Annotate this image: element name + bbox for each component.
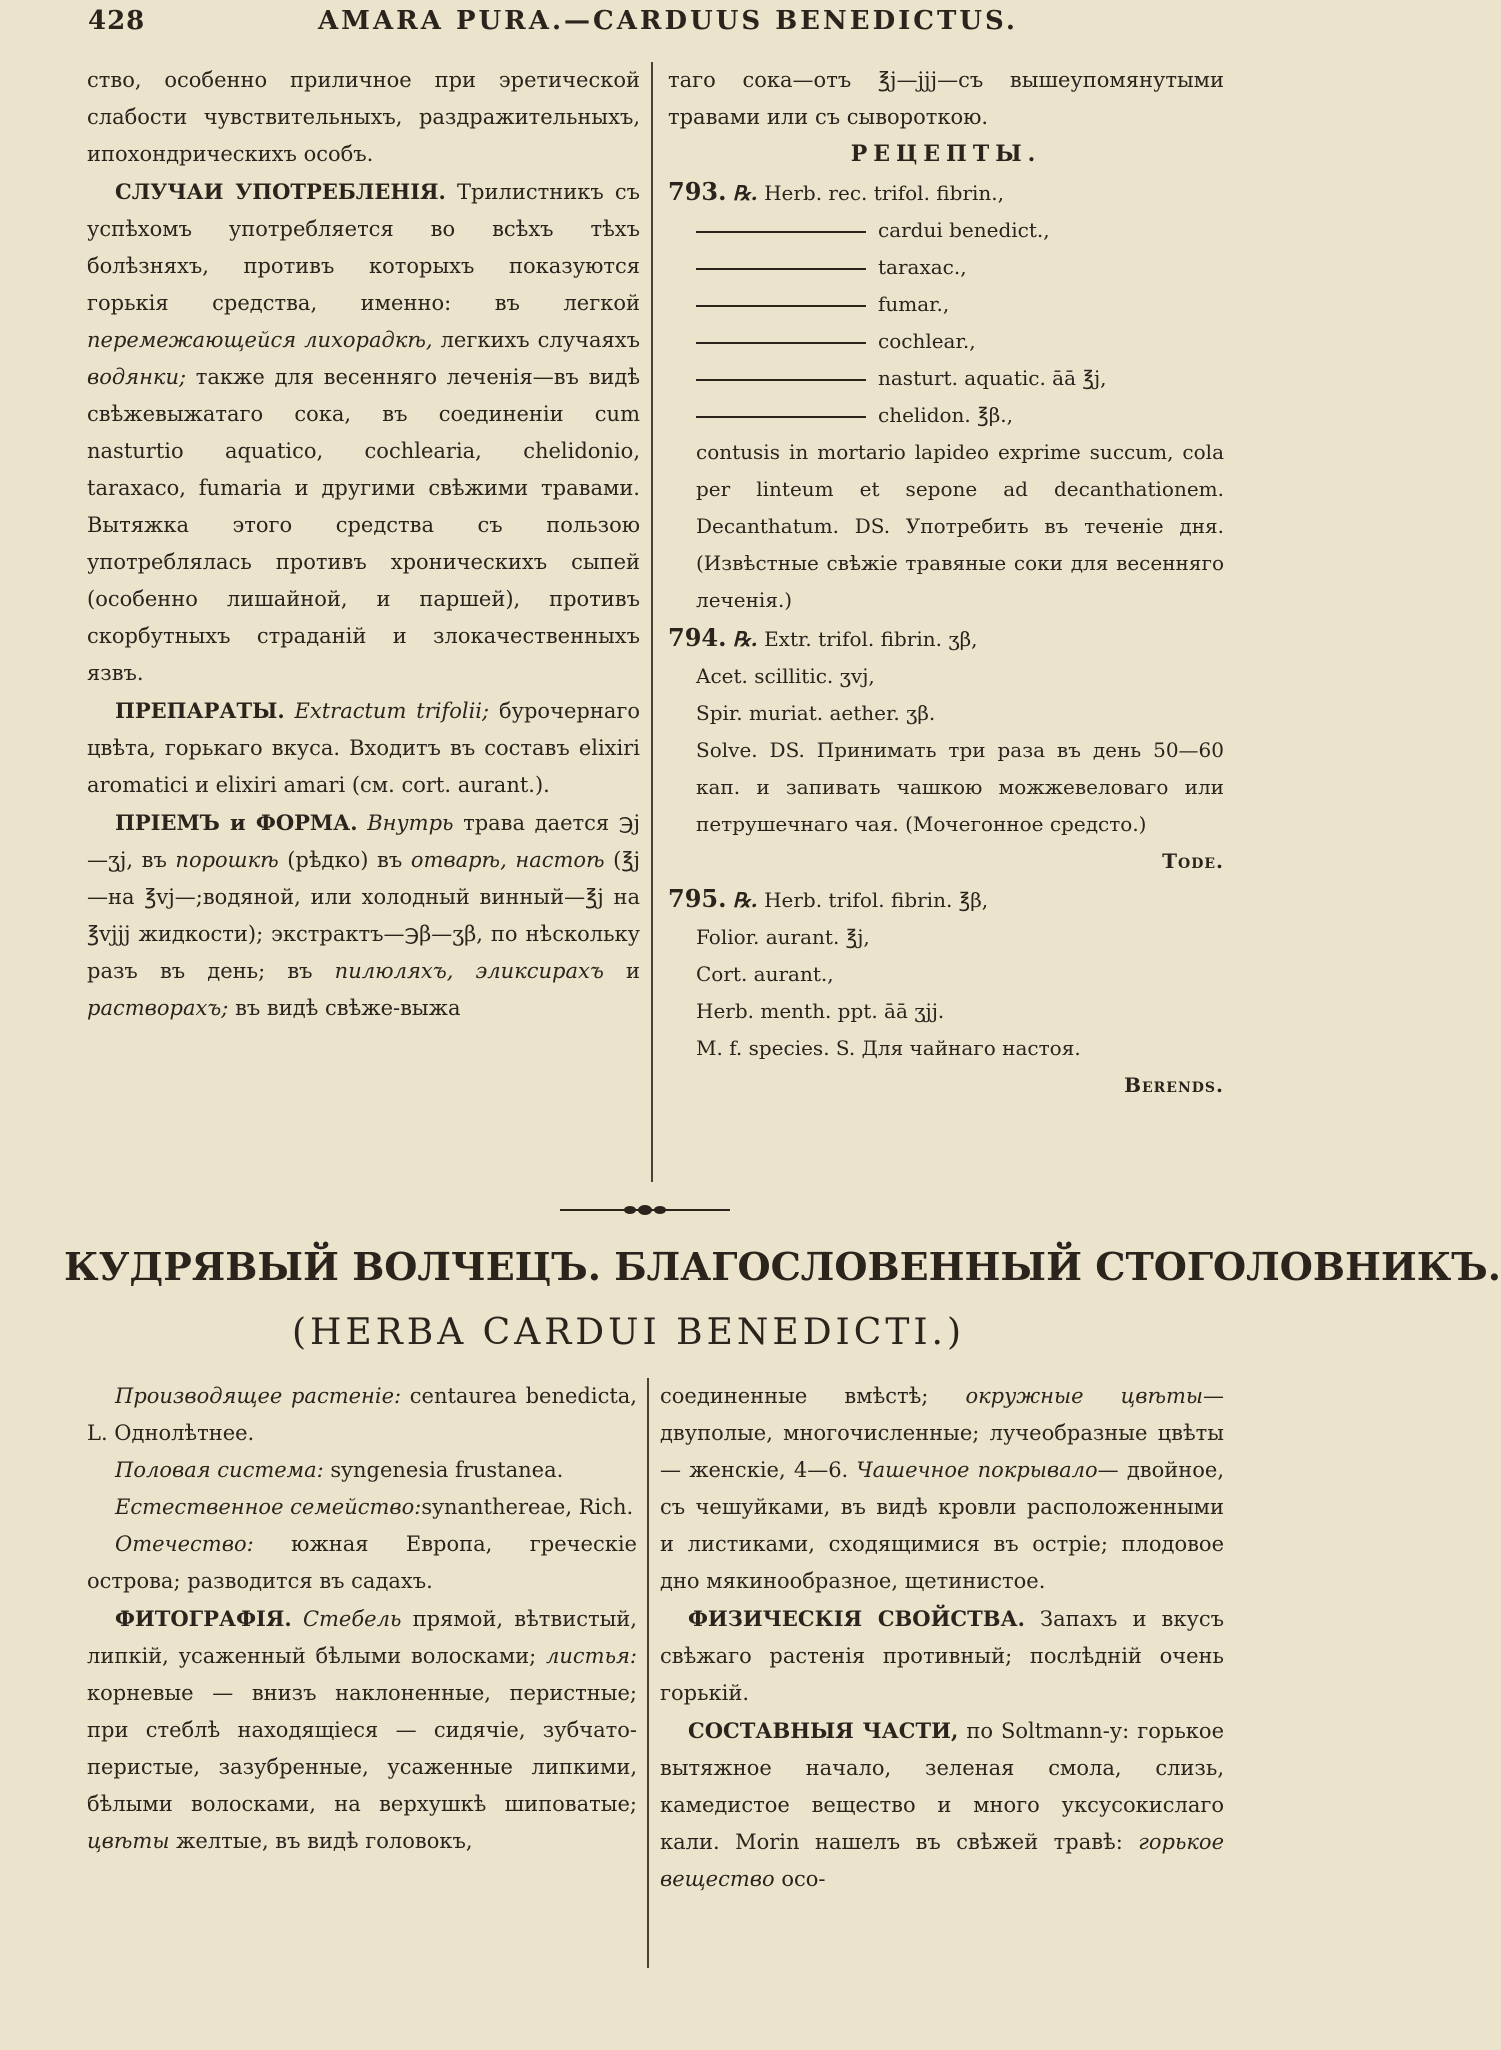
- recipes-heading: РЕЦЕПТЫ.: [850, 141, 1042, 167]
- column-left-bottom: Производящее растеніе: centaurea benedicta, L. Однолѣтнее. Половая система: syngenesia frustanea. Естественное семейство:synanthereae, Rich. Отечество: южная Европа, греческіе острова; разводится въ садахъ. ФИТОГРАФІЯ. Стебель прямой, вѣтвистый, липкій, усаженный бѣлыми волосками; листья: корневые — внизъ наклоненные, перистные; при стеблѣ находящіеся — сидячіе, зубчато-перистые, зазубренные, усаженные липкими, бѣлыми волосками, на верхушкѣ шиповатые; цвѣты желтые, въ видѣ головокъ,: [87, 1378, 637, 1860]
- recipe-794: 794. ℞. Extr. trifol. fibrin. ʒβ, Acet. scillitic. ʒvj, Spir. muriat. aether. ʒβ. Solve. DS. Принимать три раза въ день 50—60 кап. и запивать чашкою можжевеловаго или петрушечнаго чая. (Мочегонное средсто.) Tode.: [668, 619, 1224, 880]
- section-heading: СЛУЧАИ УПОТРЕБЛЕНІЯ.: [115, 179, 446, 204]
- column-right-bottom: соединенные вмѣстѣ; окружные цвѣты—двуполые, многочисленные; лучеобразные цвѣты — женскіе, 4—6. Чашечное покрывало— двойное, съ чешуйками, въ видѣ кровли расположенными и листиками, сходящимися въ остріе; плодовое дно мякинообразное, щетинистое. ФИЗИЧЕСКІЯ СВОЙСТВА. Запахъ и вкусъ свѣжаго растенія противный; послѣдній очень горькій. СОСТАВНЫЯ ЧАСТИ, по Soltmann-у: горькое вытяжное начало, зеленая смола, слизь, камедистое вещество и много уксусокислаго кали. Morin нашелъ въ свѣжей травѣ: горькое вещество осо-: [660, 1378, 1224, 1898]
- section-heading: ПРЕПАРАТЫ.: [115, 698, 285, 723]
- paragraph: таго сока—отъ ℥j—jjj—съ вышеупомянутыми травами или съ сывороткою.: [668, 68, 1224, 129]
- recipe-author: Tode.: [1162, 849, 1224, 873]
- paragraph-phytography: ФИТОГРАФІЯ. Стебель прямой, вѣтвистый, липкій, усаженный бѣлыми волосками; листья: корневые — внизъ наклоненные, перистные; при стеблѣ находящіеся — сидячіе, зубчато-перистые, зазубренные, усаженные липкими, бѣлыми волосками, на верхушкѣ шиповатые; цвѣты желтые, въ видѣ головокъ,: [87, 1606, 637, 1853]
- paragraph: ство, особенно приличное при эретической слабости чувствительныхъ, раздражительныхъ, ипохондрическихъ особъ.: [87, 68, 640, 166]
- column-right-top: [668, 62, 1224, 1104]
- page-number: 428: [88, 6, 146, 36]
- paragraph-usage: СЛУЧАИ УПОТРЕБЛЕНІЯ. Трилистникъ съ успѣхомъ употребляется во всѣхъ тѣхъ болѣзняхъ, противъ которыхъ показуются горькія средства, именно: въ легкой перемежающейся лихорадкѣ, легкихъ случаяхъ водянки; также для весенняго леченія—въ видѣ свѣжевыжатаго сока, въ соединеніи cum nasturtio aquatico, cochlearia, chelidonio, taraxaco, fumaria и другими свѣжими травами. Вытяжка этого средства съ пользою употреблялась противъ хроническихъ сыпей (особенно лишайной, и паршей), противъ скорбутныхъ страданій и злокачественныхъ язвъ.: [87, 179, 640, 685]
- column-divider: [647, 1378, 649, 1968]
- running-title: AMARA PURA.—CARDUUS BENEDICTUS.: [318, 6, 1018, 36]
- paragraph-dosage: ПРІЕМЪ и ФОРМА. Внутрь трава дается ℈j—ʒj, въ порошкѣ (рѣдко) въ отварѣ, настоѣ (℥j—на ℥vj—;водяной, или холодный винный—℥j на ℥vjjj жидкости); экстрактъ—℈β—ʒβ, по нѣскольку разъ въ день; въ пилюляхъ, эликсирахъ и растворахъ; въ видѣ свѣже-выжа: [87, 810, 640, 1020]
- section-heading: ФИТОГРАФІЯ.: [115, 1606, 292, 1631]
- section-heading: СОСТАВНЫЯ ЧАСТИ,: [688, 1718, 959, 1743]
- column-divider: [651, 62, 653, 1182]
- section-latin-title: (HERBA CARDUI BENEDICTI.): [291, 1312, 966, 1353]
- section-heading: ПРІЕМЪ и ФОРМА.: [115, 810, 358, 835]
- recipe-793: 793. ℞. Herb. rec. trifol. fibrin., cardui benedict., taraxac., fumar., cochlear., nasturt. aquatic. āā ℥j, chelidon. ℥β., contusis in mortario lapideo exprime succum, cola per linteum et sepone ad decanthationem. Decanthatum. DS. Употребить въ теченіе дня. (Извѣстные свѣжіе травяные соки для весенняго леченія.): [668, 177, 1224, 612]
- recipe-795: 795. ℞. Herb. trifol. fibrin. ℥β, Folior. aurant. ℥j, Cort. aurant., Herb. menth. ppt. āā ʒjj. M. f. species. S. Для чайнаго настоя. Berends.: [668, 880, 1224, 1104]
- section-heading: ФИЗИЧЕСКІЯ СВОЙСТВА.: [688, 1606, 1025, 1631]
- ornament-divider: [560, 1204, 730, 1216]
- page-header: [78, 4, 1228, 48]
- section-title: КУДРЯВЫЙ ВОЛЧЕЦЪ. БЛАГОСЛОВЕННЫЙ СТОГОЛОВНИКЪ.: [64, 1244, 1501, 1289]
- recipe-author: Berends.: [1124, 1073, 1224, 1097]
- paragraph-components: СОСТАВНЫЯ ЧАСТИ, по Soltmann-у: горькое вытяжное начало, зеленая смола, слизь, камедистое вещество и много уксусокислаго кали. Morin нашелъ въ свѣжей травѣ: горькое вещество осо-: [660, 1718, 1224, 1891]
- column-left-top: [87, 62, 640, 1027]
- paragraph-preparations: ПРЕПАРАТЫ. Extractum trifolii; бурочернаго цвѣта, горькаго вкуса. Входитъ въ составъ elixiri aromatici и elixiri amari (см. cort. aurant.).: [87, 698, 640, 797]
- paragraph-physical: ФИЗИЧЕСКІЯ СВОЙСТВА. Запахъ и вкусъ свѣжаго растенія противный; послѣдній очень горькій.: [660, 1606, 1224, 1705]
